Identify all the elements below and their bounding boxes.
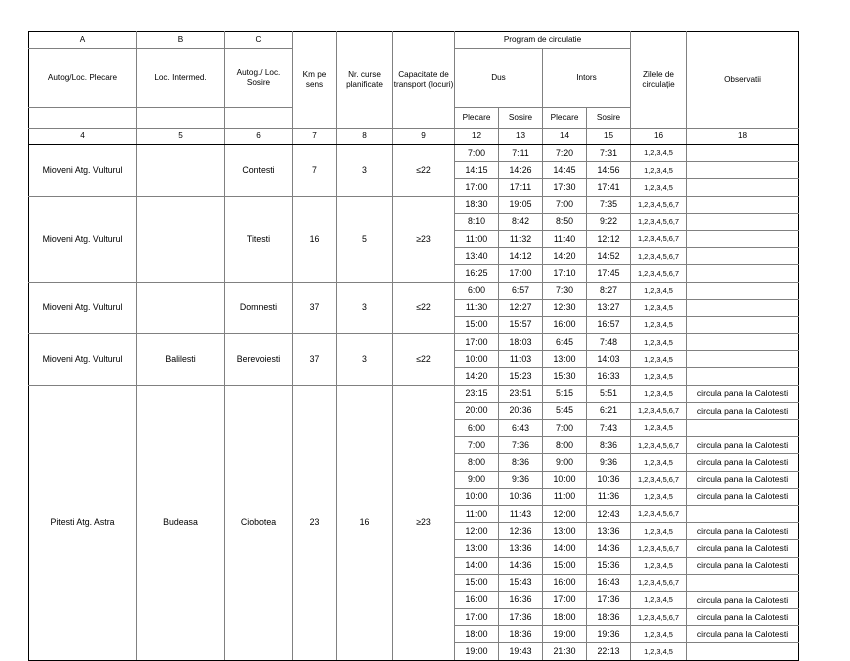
trip-intors-sosire: 16:57: [587, 316, 631, 333]
header-intors-sosire: Sosire: [587, 108, 631, 129]
trip-dus-sosire: 8:42: [499, 213, 543, 230]
trip-observations: [687, 265, 799, 282]
route-arrival-station: Ciobotea: [225, 385, 293, 660]
route-planned-trips: 5: [337, 196, 393, 282]
trip-days: 1,2,3,4,5: [631, 282, 687, 299]
trip-dus-plecare: 6:00: [455, 282, 499, 299]
trip-intors-plecare: 9:00: [543, 454, 587, 471]
trip-intors-sosire: 14:52: [587, 248, 631, 265]
colnum-dus-sosire: 13: [499, 129, 543, 145]
trip-days: 1,2,3,4,5: [631, 145, 687, 162]
trip-dus-sosire: 13:36: [499, 540, 543, 557]
route-capacity: ≥23: [393, 385, 455, 660]
route-capacity: ≤22: [393, 145, 455, 197]
table-row: [29, 334, 799, 351]
trip-dus-plecare: 7:00: [455, 437, 499, 454]
trip-days: 1,2,3,4,5,6,7: [631, 265, 687, 282]
trip-dus-sosire: 8:36: [499, 454, 543, 471]
route-intermediate: Balilesti: [137, 334, 225, 386]
colnum-km: 7: [293, 129, 337, 145]
trip-intors-plecare: 19:00: [543, 626, 587, 643]
colnum-intors-sosire: 15: [587, 129, 631, 145]
route-arrival-station: Titesti: [225, 196, 293, 282]
trip-dus-sosire: 6:57: [499, 282, 543, 299]
colnum-days: 16: [631, 129, 687, 145]
colnum-arrival-station: 6: [225, 129, 293, 145]
trip-intors-sosire: 19:36: [587, 626, 631, 643]
trip-intors-plecare: 17:10: [543, 265, 587, 282]
trip-intors-sosire: 5:51: [587, 385, 631, 402]
trip-dus-plecare: 19:00: [455, 643, 499, 660]
trip-observations: circula pana la Calotesti: [687, 540, 799, 557]
header-intors-plecare: Plecare: [543, 108, 587, 129]
trip-dus-plecare: 17:00: [455, 334, 499, 351]
trip-intors-sosire: 17:36: [587, 591, 631, 608]
trip-dus-sosire: 14:26: [499, 162, 543, 179]
trip-days: 1,2,3,4,5: [631, 591, 687, 608]
trip-dus-plecare: 7:00: [455, 145, 499, 162]
table-row: [29, 385, 799, 402]
timetable-body: [29, 32, 799, 661]
trip-days: 1,2,3,4,5,6,7: [631, 230, 687, 247]
trip-days: 1,2,3,4,5: [631, 420, 687, 437]
trip-dus-plecare: 14:00: [455, 557, 499, 574]
route-departure-station: Pitesti Atg. Astra: [29, 385, 137, 660]
trip-observations: [687, 162, 799, 179]
route-capacity: ≤22: [393, 282, 455, 334]
trip-days: 1,2,3,4,5,6,7: [631, 609, 687, 626]
trip-observations: [687, 351, 799, 368]
trip-observations: circula pana la Calotesti: [687, 385, 799, 402]
route-km: 37: [293, 334, 337, 386]
trip-dus-sosire: 15:57: [499, 316, 543, 333]
header-letter-b: B: [137, 32, 225, 49]
trip-intors-sosire: 8:27: [587, 282, 631, 299]
trip-observations: circula pana la Calotesti: [687, 471, 799, 488]
trip-observations: [687, 574, 799, 591]
header-dus-sosire: Sosire: [499, 108, 543, 129]
trip-observations: [687, 368, 799, 385]
trip-observations: circula pana la Calotesti: [687, 437, 799, 454]
trip-dus-sosire: 12:27: [499, 299, 543, 316]
trip-observations: [687, 282, 799, 299]
trip-observations: circula pana la Calotesti: [687, 609, 799, 626]
trip-dus-sosire: 14:36: [499, 557, 543, 574]
header-spacer-c: [225, 108, 293, 129]
trip-intors-sosire: 17:41: [587, 179, 631, 196]
trip-intors-plecare: 13:00: [543, 523, 587, 540]
trip-days: 1,2,3,4,5: [631, 643, 687, 660]
header-col-outbound: Dus: [455, 49, 543, 108]
trip-intors-sosire: 7:35: [587, 196, 631, 213]
route-planned-trips: 3: [337, 145, 393, 197]
trip-intors-plecare: 8:50: [543, 213, 587, 230]
trip-intors-sosire: 12:12: [587, 230, 631, 247]
trip-observations: [687, 334, 799, 351]
trip-intors-plecare: 15:30: [543, 368, 587, 385]
route-planned-trips: 3: [337, 334, 393, 386]
colnum-intors-plecare: 14: [543, 129, 587, 145]
header-dus-plecare: Plecare: [455, 108, 499, 129]
trip-dus-sosire: 11:32: [499, 230, 543, 247]
trip-observations: [687, 179, 799, 196]
route-departure-station: Mioveni Atg. Vulturul: [29, 282, 137, 334]
trip-observations: circula pana la Calotesti: [687, 488, 799, 505]
trip-observations: circula pana la Calotesti: [687, 557, 799, 574]
trip-intors-sosire: 16:33: [587, 368, 631, 385]
trip-dus-sosire: 16:36: [499, 591, 543, 608]
timetable: [28, 31, 799, 661]
route-arrival-station: Domnesti: [225, 282, 293, 334]
route-arrival-station: Berevoiesti: [225, 334, 293, 386]
trip-dus-plecare: 16:25: [455, 265, 499, 282]
trip-intors-plecare: 7:30: [543, 282, 587, 299]
trip-days: 1,2,3,4,5: [631, 351, 687, 368]
trip-intors-sosire: 12:43: [587, 505, 631, 522]
route-planned-trips: 16: [337, 385, 393, 660]
trip-intors-sosire: 11:36: [587, 488, 631, 505]
header-spacer-b: [137, 108, 225, 129]
trip-dus-plecare: 10:00: [455, 351, 499, 368]
trip-dus-plecare: 16:00: [455, 591, 499, 608]
trip-days: 1,2,3,4,5: [631, 557, 687, 574]
trip-intors-sosire: 14:56: [587, 162, 631, 179]
trip-observations: [687, 248, 799, 265]
header-col-arrival-station: Autog./ Loc. Sosire: [225, 49, 293, 108]
trip-dus-sosire: 10:36: [499, 488, 543, 505]
trip-dus-plecare: 15:00: [455, 574, 499, 591]
trip-intors-sosire: 9:22: [587, 213, 631, 230]
trip-dus-sosire: 9:36: [499, 471, 543, 488]
trip-intors-sosire: 7:48: [587, 334, 631, 351]
route-km: 37: [293, 282, 337, 334]
trip-intors-sosire: 17:45: [587, 265, 631, 282]
colnum-planned-trips: 8: [337, 129, 393, 145]
trip-intors-plecare: 14:00: [543, 540, 587, 557]
table-row: [29, 282, 799, 299]
trip-dus-plecare: 11:30: [455, 299, 499, 316]
table-row: [29, 196, 799, 213]
trip-intors-plecare: 7:20: [543, 145, 587, 162]
trip-intors-plecare: 14:45: [543, 162, 587, 179]
trip-intors-plecare: 5:45: [543, 402, 587, 419]
trip-intors-sosire: 10:36: [587, 471, 631, 488]
trip-dus-sosire: 7:11: [499, 145, 543, 162]
trip-dus-sosire: 11:03: [499, 351, 543, 368]
trip-dus-sosire: 17:00: [499, 265, 543, 282]
trip-days: 1,2,3,4,5: [631, 368, 687, 385]
trip-days: 1,2,3,4,5,6,7: [631, 402, 687, 419]
trip-days: 1,2,3,4,5: [631, 454, 687, 471]
trip-dus-sosire: 17:11: [499, 179, 543, 196]
trip-observations: [687, 196, 799, 213]
trip-observations: [687, 643, 799, 660]
trip-days: 1,2,3,4,5: [631, 316, 687, 333]
trip-days: 1,2,3,4,5: [631, 162, 687, 179]
trip-intors-sosire: 7:31: [587, 145, 631, 162]
trip-dus-plecare: 10:00: [455, 488, 499, 505]
trip-intors-plecare: 5:15: [543, 385, 587, 402]
trip-dus-sosire: 12:36: [499, 523, 543, 540]
colnum-dus-plecare: 12: [455, 129, 499, 145]
trip-days: 1,2,3,4,5,6,7: [631, 540, 687, 557]
trip-days: 1,2,3,4,5: [631, 488, 687, 505]
trip-intors-plecare: 8:00: [543, 437, 587, 454]
route-capacity: ≤22: [393, 334, 455, 386]
trip-dus-plecare: 9:00: [455, 471, 499, 488]
trip-dus-sosire: 15:43: [499, 574, 543, 591]
colnum-capacity: 9: [393, 129, 455, 145]
colnum-intermediate: 5: [137, 129, 225, 145]
trip-dus-plecare: 6:00: [455, 420, 499, 437]
trip-dus-sosire: 7:36: [499, 437, 543, 454]
trip-dus-plecare: 18:30: [455, 196, 499, 213]
route-arrival-station: Contesti: [225, 145, 293, 197]
header-spacer-a: [29, 108, 137, 129]
trip-intors-plecare: 13:00: [543, 351, 587, 368]
trip-dus-plecare: 13:40: [455, 248, 499, 265]
route-intermediate: [137, 282, 225, 334]
trip-days: 1,2,3,4,5,6,7: [631, 574, 687, 591]
header-row-numbers: [29, 129, 799, 145]
trip-observations: circula pana la Calotesti: [687, 402, 799, 419]
trip-dus-plecare: 13:00: [455, 540, 499, 557]
trip-days: 1,2,3,4,5: [631, 299, 687, 316]
trip-dus-sosire: 11:43: [499, 505, 543, 522]
trip-dus-sosire: 18:36: [499, 626, 543, 643]
trip-dus-plecare: 14:15: [455, 162, 499, 179]
colnum-observations: 18: [687, 129, 799, 145]
trip-intors-plecare: 12:30: [543, 299, 587, 316]
trip-intors-sosire: 14:36: [587, 540, 631, 557]
trip-dus-sosire: 18:03: [499, 334, 543, 351]
header-col-observations: Observatii: [687, 32, 799, 129]
trip-intors-plecare: 17:00: [543, 591, 587, 608]
route-departure-station: Mioveni Atg. Vulturul: [29, 145, 137, 197]
trip-dus-plecare: 14:20: [455, 368, 499, 385]
trip-intors-plecare: 11:00: [543, 488, 587, 505]
trip-observations: circula pana la Calotesti: [687, 591, 799, 608]
trip-intors-sosire: 18:36: [587, 609, 631, 626]
trip-dus-sosire: 20:36: [499, 402, 543, 419]
header-col-planned-trips: Nr. curse planificate: [337, 32, 393, 129]
trip-intors-sosire: 6:21: [587, 402, 631, 419]
route-km: 23: [293, 385, 337, 660]
trip-observations: circula pana la Calotesti: [687, 523, 799, 540]
route-departure-station: Mioveni Atg. Vulturul: [29, 196, 137, 282]
route-km: 16: [293, 196, 337, 282]
trip-dus-plecare: 18:00: [455, 626, 499, 643]
trip-observations: [687, 316, 799, 333]
trip-days: 1,2,3,4,5,6,7: [631, 505, 687, 522]
trip-observations: [687, 213, 799, 230]
route-km: 7: [293, 145, 337, 197]
trip-intors-sosire: 16:43: [587, 574, 631, 591]
trip-intors-plecare: 10:00: [543, 471, 587, 488]
trip-days: 1,2,3,4,5,6,7: [631, 248, 687, 265]
table-row: [29, 145, 799, 162]
trip-intors-plecare: 12:00: [543, 505, 587, 522]
trip-dus-plecare: 17:00: [455, 609, 499, 626]
header-col-days: Zilele de circulație: [631, 32, 687, 129]
trip-observations: circula pana la Calotesti: [687, 454, 799, 471]
colnum-departure-station: 4: [29, 129, 137, 145]
trip-intors-plecare: 15:00: [543, 557, 587, 574]
trip-intors-sosire: 13:36: [587, 523, 631, 540]
trip-observations: [687, 505, 799, 522]
trip-dus-plecare: 23:15: [455, 385, 499, 402]
trip-days: 1,2,3,4,5,6,7: [631, 196, 687, 213]
trip-observations: [687, 230, 799, 247]
trip-intors-sosire: 15:36: [587, 557, 631, 574]
trip-dus-sosire: 19:43: [499, 643, 543, 660]
trip-dus-plecare: 8:00: [455, 454, 499, 471]
header-row-letters: [29, 32, 799, 49]
trip-days: 1,2,3,4,5: [631, 179, 687, 196]
route-intermediate: [137, 196, 225, 282]
trip-dus-plecare: 11:00: [455, 505, 499, 522]
trip-intors-plecare: 17:30: [543, 179, 587, 196]
trip-days: 1,2,3,4,5: [631, 385, 687, 402]
trip-observations: [687, 299, 799, 316]
trip-observations: [687, 420, 799, 437]
header-col-return: Intors: [543, 49, 631, 108]
trip-intors-sosire: 22:13: [587, 643, 631, 660]
trip-dus-sosire: 14:12: [499, 248, 543, 265]
trip-intors-plecare: 7:00: [543, 420, 587, 437]
trip-intors-plecare: 21:30: [543, 643, 587, 660]
trip-days: 1,2,3,4,5,6,7: [631, 213, 687, 230]
trip-intors-plecare: 14:20: [543, 248, 587, 265]
route-intermediate: Budeasa: [137, 385, 225, 660]
header-col-departure-station: Autog/Loc. Plecare: [29, 49, 137, 108]
trip-intors-plecare: 7:00: [543, 196, 587, 213]
header-col-intermediate: Loc. Intermed.: [137, 49, 225, 108]
trip-intors-plecare: 16:00: [543, 574, 587, 591]
trip-days: 1,2,3,4,5,6,7: [631, 437, 687, 454]
trip-dus-plecare: 15:00: [455, 316, 499, 333]
trip-intors-sosire: 8:36: [587, 437, 631, 454]
trip-intors-plecare: 6:45: [543, 334, 587, 351]
trip-dus-sosire: 17:36: [499, 609, 543, 626]
header-col-km: Km pe sens: [293, 32, 337, 129]
trip-days: 1,2,3,4,5,6,7: [631, 471, 687, 488]
trip-intors-plecare: 11:40: [543, 230, 587, 247]
trip-intors-sosire: 7:43: [587, 420, 631, 437]
header-col-schedule-group: Program de circulatie: [455, 32, 631, 49]
trip-dus-plecare: 17:00: [455, 179, 499, 196]
trip-dus-sosire: 6:43: [499, 420, 543, 437]
route-planned-trips: 3: [337, 282, 393, 334]
trip-intors-sosire: 13:27: [587, 299, 631, 316]
route-departure-station: Mioveni Atg. Vulturul: [29, 334, 137, 386]
trip-intors-sosire: 14:03: [587, 351, 631, 368]
trip-intors-plecare: 16:00: [543, 316, 587, 333]
trip-dus-plecare: 12:00: [455, 523, 499, 540]
trip-dus-sosire: 19:05: [499, 196, 543, 213]
trip-intors-sosire: 9:36: [587, 454, 631, 471]
trip-days: 1,2,3,4,5: [631, 626, 687, 643]
trip-dus-plecare: 11:00: [455, 230, 499, 247]
header-letter-a: A: [29, 32, 137, 49]
header-col-capacity: Capacitate de transport (locuri): [393, 32, 455, 129]
header-letter-c: C: [225, 32, 293, 49]
trip-dus-sosire: 23:51: [499, 385, 543, 402]
route-capacity: ≥23: [393, 196, 455, 282]
trip-intors-plecare: 18:00: [543, 609, 587, 626]
route-intermediate: [137, 145, 225, 197]
trip-dus-plecare: 8:10: [455, 213, 499, 230]
trip-days: 1,2,3,4,5: [631, 523, 687, 540]
trip-days: 1,2,3,4,5: [631, 334, 687, 351]
trip-dus-sosire: 15:23: [499, 368, 543, 385]
trip-observations: circula pana la Calotesti: [687, 626, 799, 643]
trip-observations: [687, 145, 799, 162]
trip-dus-plecare: 20:00: [455, 402, 499, 419]
